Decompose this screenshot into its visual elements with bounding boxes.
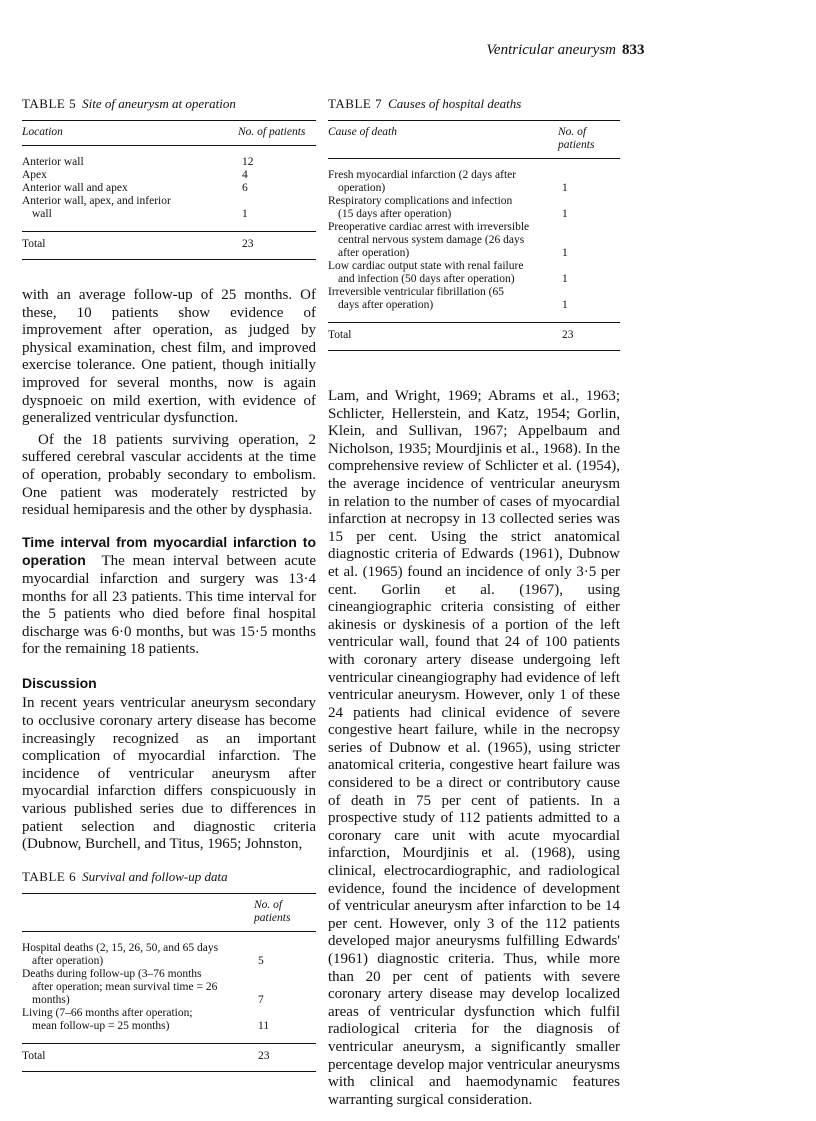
table-cell-line: Hospital deaths (2, 15, 26, 50, and 65 days bbox=[22, 942, 219, 954]
discussion-heading: Discussion bbox=[22, 674, 97, 691]
table-total-row bbox=[22, 232, 316, 260]
table-5-col-location: Location bbox=[22, 121, 238, 146]
table-row bbox=[22, 182, 316, 195]
table-cell-line: Respiratory complications and infection bbox=[328, 195, 513, 207]
table-5-grid bbox=[22, 120, 316, 260]
table-6-title: Survival and follow-up data bbox=[82, 869, 228, 884]
table-cell: 1 bbox=[562, 299, 568, 311]
right-body-text bbox=[328, 388, 620, 1109]
header-line: No. of bbox=[254, 899, 283, 911]
table-total-value: 23 bbox=[238, 232, 316, 260]
table-cell: Anterior wall bbox=[22, 156, 84, 168]
table-cell-line: Fresh myocardial infarction (2 days after bbox=[328, 169, 517, 181]
table-cell: 1 bbox=[562, 182, 568, 194]
table-cell-line: operation) bbox=[338, 182, 386, 194]
table-cell-line: central nervous system damage (26 days bbox=[338, 234, 525, 246]
page-number: 833 bbox=[622, 42, 645, 58]
table-5-caption bbox=[22, 96, 316, 112]
table-cell-line: Preoperative cardiac arrest with irreversible bbox=[328, 221, 530, 233]
table-cell-line: wall bbox=[32, 208, 52, 220]
table-cell: 1 bbox=[562, 273, 568, 285]
table-5-col-count: No. of patients bbox=[238, 121, 316, 146]
table-cell-line: Low cardiac output state with renal failure bbox=[328, 260, 524, 272]
table-row bbox=[22, 169, 316, 182]
section-heading: Time interval from myocardial infarction to operation bbox=[22, 533, 316, 569]
table-cell: 1 bbox=[562, 247, 568, 259]
table-cell-line: mean follow-up = 25 months) bbox=[32, 1020, 170, 1032]
table-cell: Apex bbox=[22, 169, 47, 181]
table-cell bbox=[22, 1007, 254, 1044]
table-6 bbox=[22, 869, 316, 1072]
table-cell: 1 bbox=[242, 208, 248, 220]
table-cell bbox=[328, 286, 558, 323]
table-total-row bbox=[328, 323, 620, 351]
table-row bbox=[328, 221, 620, 260]
table-6-label: TABLE 6 bbox=[22, 869, 77, 884]
table-cell-line: (15 days after operation) bbox=[338, 208, 452, 220]
paragraph: Lam, and Wright, 1969; Abrams et al., 1963; Schlicter, Hellerstein, and Katz, 1954; Gorlin, Klein, and Sullivan, 1967; Appelbaum and Nicholson, 1935; Mourdjinis et al., 1968). In the comprehensive review of Schlicter et al. (1954), the average incidence of ventricular aneurysm in relation to the number of cases of myocardial infarction at necropsy in 13 collected series was 15 per cent. Using the strict anatomical diagnostic criteria of Edwards (1961), Dubnow et al. (1965) found an incidence of only 3·5 per cent. Gorlin et al. (1967), using cineangiographic criteria consisting of either akinesis or dyskinesis of a portion of the left ventricular wall, found that 24 of 100 patients with coronary artery disease undergoing left ventricular cineangiography had evidence of left ventricular aneurysm. However, only 1 of these 24 patients had clinical evidence of severe congestive heart failure, while in the necropsy series of Dubnow et al. (1965), using stricter anatomical criteria, congestive heart failure was considered to be a direct or contributory cause of death in 75 per cent of patients. In a prospective study of 112 patients admitted to a coronary care unit with acute myocardial infarction, Mourdjinis et al. (1968), using clinical, electrocardiographic, and radiological evidence, found the incidence of development of ventricular aneurysm after infarction to be 14 per cent. However, only 3 of the 112 patients developed major aneurysms fulfilling Edwards' (1961) diagnostic criteria. Thus, while more than 20 per cent of patients with severe coronary artery disease may develop localized areas of ventricular dysfunction which fulfil radiological criteria for the diagnosis of ventricular aneurysm, a significantly smaller percentage develop major ventricular aneurysms with clinical and haemodynamic features warranting surgical consideration. bbox=[328, 388, 620, 1108]
table-row bbox=[328, 159, 620, 196]
running-title: Ventricular aneurysm bbox=[486, 42, 616, 58]
table-cell bbox=[22, 932, 254, 969]
table-row bbox=[328, 286, 620, 323]
table-7-caption bbox=[328, 96, 620, 112]
table-6-col-count bbox=[254, 894, 316, 932]
left-body-text bbox=[22, 287, 316, 854]
header-line: patients bbox=[558, 139, 595, 151]
table-6-grid bbox=[22, 893, 316, 1072]
table-cell: 5 bbox=[258, 955, 264, 967]
table-total-value: 23 bbox=[254, 1044, 316, 1072]
table-cell bbox=[328, 195, 558, 221]
table-total-row bbox=[22, 1044, 316, 1072]
table-cell-line: months) bbox=[32, 994, 70, 1006]
table-7-title: Causes of hospital deaths bbox=[388, 96, 522, 111]
table-cell: 11 bbox=[258, 1020, 270, 1032]
table-cell-line: Irreversible ventricular fibrillation (65 bbox=[328, 286, 504, 298]
table-cell: 1 bbox=[562, 208, 568, 220]
table-cell bbox=[328, 260, 558, 286]
header-line: patients bbox=[254, 912, 291, 924]
table-cell-line: Living (7–66 months after operation; bbox=[22, 1007, 193, 1019]
table-row bbox=[328, 260, 620, 286]
table-cell-line: days after operation) bbox=[338, 299, 434, 311]
table-row bbox=[22, 968, 316, 1007]
table-row bbox=[328, 195, 620, 221]
table-7-col-cause: Cause of death bbox=[328, 121, 558, 159]
table-cell-line: after operation) bbox=[338, 247, 410, 259]
table-total-label: Total bbox=[22, 1044, 254, 1072]
table-7-grid bbox=[328, 120, 620, 351]
table-cell bbox=[22, 968, 254, 1007]
table-row bbox=[22, 195, 316, 232]
paragraph: with an average follow-up of 25 months. Of these, 10 patients show evidence of improvement after operation, as judged by physical examination, chest film, and improved exercise tolerance. One patient, though initially improved for several months, now is again dyspnoeic on mild exertion, with evidence of generalized ventricular dysfunction. bbox=[22, 287, 316, 427]
table-cell bbox=[22, 195, 238, 232]
table-6-col-blank bbox=[22, 894, 254, 932]
table-5-title: Site of aneurysm at operation bbox=[82, 96, 236, 111]
table-cell bbox=[328, 221, 558, 260]
table-cell: Anterior wall and apex bbox=[22, 182, 128, 194]
table-cell-line: Deaths during follow-up (3–76 months bbox=[22, 968, 202, 980]
table-row bbox=[22, 932, 316, 969]
table-7-col-count bbox=[558, 121, 620, 159]
paragraph-text: The mean interval between acute myocardial infarction and surgery was 13·4 months for all 23 patients. This time interval for the 5 patients who died before final hospital discharge was 6·0 months, but was 15·5 months for the remaining 18 patients. bbox=[22, 553, 317, 658]
table-cell-line: after operation; mean survival time = 26 bbox=[32, 981, 218, 993]
table-cell: 6 bbox=[242, 182, 248, 194]
table-total-label: Total bbox=[328, 323, 558, 351]
table-5 bbox=[22, 96, 316, 260]
table-cell-line: Anterior wall, apex, and inferior bbox=[22, 195, 171, 207]
paragraph: In recent years ventricular aneurysm secondary to occlusive coronary artery disease has become increasingly recognized as an important complication of myocardial infarction. The incidence of ventricular aneurysm after myocardial infarction differs conspicuously in various published series due to differences in patient selection and diagnostic criteria (Dubnow, Burchell, and Titus, 1965; Johnston, bbox=[22, 695, 316, 853]
table-cell bbox=[328, 159, 558, 196]
table-row bbox=[22, 146, 316, 170]
table-5-label: TABLE 5 bbox=[22, 96, 77, 111]
table-row bbox=[22, 1007, 316, 1044]
paragraph bbox=[22, 534, 316, 659]
table-cell: 12 bbox=[242, 156, 254, 168]
table-7-label: TABLE 7 bbox=[328, 96, 383, 111]
table-total-label: Total bbox=[22, 232, 238, 260]
table-cell: 7 bbox=[258, 994, 264, 1006]
table-cell-line: and infection (50 days after operation) bbox=[338, 273, 515, 285]
table-total-value: 23 bbox=[558, 323, 620, 351]
table-7 bbox=[328, 96, 620, 351]
table-cell: 4 bbox=[242, 169, 248, 181]
table-6-caption bbox=[22, 869, 316, 885]
paragraph: Of the 18 patients surviving operation, 2 suffered cerebral vascular accidents at the time of operation, probably secondary to embolism. One patient was moderately restricted by residual hemiparesis and the other by dysphasia. bbox=[22, 431, 316, 519]
table-cell-line: after operation) bbox=[32, 955, 104, 967]
header-line: No. of bbox=[558, 126, 587, 138]
